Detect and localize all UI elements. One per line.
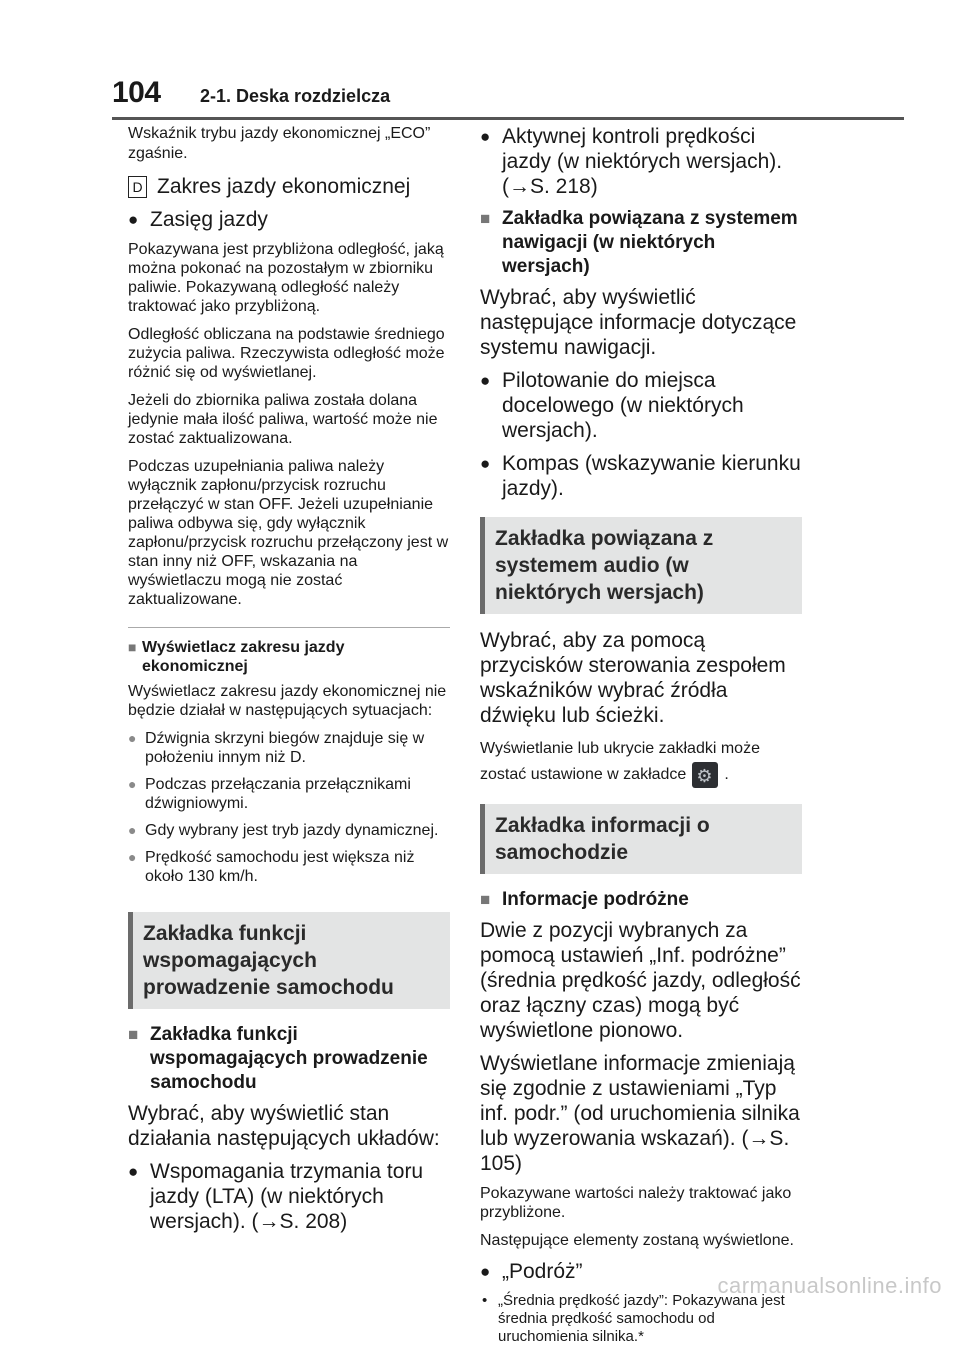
audio-paragraph: Wybrać, aby za pomocą przycisków sterowania zespołem wskaźników wybrać źródła dźwięku lub ścieżki. [480,629,786,727]
section-title: 2-1. Deska rozdzielcza [200,86,391,106]
eco-range-label: Zakres jazdy ekonomicznej [157,175,411,198]
header-rule [112,117,904,120]
nav-item: ● Pilotowanie do miejsca docelowego (w niektórych wersjach). [480,368,802,443]
audio-note [480,736,802,788]
range-paragraph-1: Pokazywana jest przybliżona odległość, jaką można pokonać na pozostałym w zbiorniku paliwie. Pokazywaną odległość należy traktować jako przybliżoną. [128,241,444,315]
audio-note-end: . [724,766,729,784]
display-item: ● Podczas przełączania przełącznikami dźwigniowymi. [128,775,450,813]
trip-heading: ■ Informacje podróżne [480,888,802,912]
range-paragraph-2: Odległość obliczana na podstawie średniego zużycia paliwa. Rzeczywista odległość może różnić się od wyświetlanej. [128,326,445,381]
lta-bullet: ● Wspomagania trzymania toru jazdy (LTA) (w niektórych wersjach). (→S. 208) [128,1159,450,1234]
audio-note-text: Wyświetlanie lub ukrycie zakładki może zostać ustawione w zakładce [480,740,760,784]
settings-gear-icon [692,762,718,788]
trip-paragraph-4: Następujące elementy zostaną wyświetlone. [480,1232,794,1250]
range-paragraph-4: Podczas uzupełniania paliwa należy wyłącznik zapłonu/przycisk rozruchu przełączyć w stan OFF. Jeżeli uzupełnianie paliwa odbywa się, gdy wyłącznik zapłonu/przycisk rozruchu przełączony jest w stan inny niż OFF, wskazania na wyświetlaczu mogą nie zostać zaktualizowane. [128,458,449,608]
vehicle-info-box-heading: Zakładka informacji o samochodzie [480,804,802,874]
nav-item: ● Kompas (wskazywanie kierunku jazdy). [480,451,802,501]
range-bullet: ● Zasięg jazdy [128,207,450,232]
audio-box-heading: Zakładka powiązana z systemem audio (w niektórych wersjach) [480,517,802,614]
section-divider [128,627,450,628]
page-number: 104 [112,76,161,109]
display-heading: ■ Wyświetlacz zakresu jazdy ekonomicznej [128,638,450,676]
range-paragraph-3: Jeżeli do zbiornika paliwa została dolana jedynie mała ilość paliwa, wartość może nie zostać zaktualizowana. [128,392,438,447]
left-column [128,124,450,1242]
assist-box-heading: Zakładka funkcji wspomagających prowadzenie samochodu [128,912,450,1009]
trip-paragraph-3: Pokazywane wartości należy traktować jako przybliżone. [480,1185,792,1222]
watermark: carmanualsonline.info [717,1273,942,1298]
assist-heading: ■ Zakładka funkcji wspomagających prowadzenie samochodu [128,1023,450,1095]
eco-range-item [128,174,450,199]
assist-paragraph: Wybrać, aby wyświetlić stan działania następujących układów: [128,1102,440,1150]
trip-paragraph-1: Dwie z pozycji wybranych za pomocą ustawień „Inf. podróżne” (średnia prędkość jazdy, odległość oraz łączny czas) mogą być wyświetlone pionowo. [480,919,801,1043]
journey-bullet: ● „Podróż” [480,1259,802,1284]
right-column [480,124,802,1352]
display-item: ● Gdy wybrany jest tryb jazdy dynamicznej. [128,821,450,840]
nav-heading: ■ Zakładka powiązana z systemem nawigacji (w niektórych wersjach) [480,207,802,279]
display-item: ● Dźwignia skrzyni biegów znajduje się w położeniu innym niż D. [128,729,450,767]
callout-badge-d: D [128,176,147,198]
acc-bullet: ● Aktywnej kontroli prędkości jazdy (w niektórych wersjach). (→S. 218) [480,124,802,199]
display-paragraph: Wyświetlacz zakresu jazdy ekonomicznej nie będzie działał w następujących sytuacjach: [128,683,447,719]
nav-paragraph: Wybrać, aby wyświetlić następujące informacje dotyczące systemu nawigacji. [480,286,797,359]
trip-paragraph-2: Wyświetlane informacje zmieniają się zgodnie z ustawieniami „Typ inf. podr.” (od uruchomienia silnika lub wyzerowania wskazań). (→S. 105) [480,1052,800,1176]
journey-detail: • „Średnia prędkość jazdy”: Pokazywana jest średnia prędkość samochodu od uruchomienia silnika.* [480,1292,802,1346]
display-item: ● Prędkość samochodu jest większa niż około 130 km/h. [128,848,450,886]
eco-off-note: Wskaźnik trybu jazdy ekonomicznej „ECO” zgaśnie. [128,125,431,162]
